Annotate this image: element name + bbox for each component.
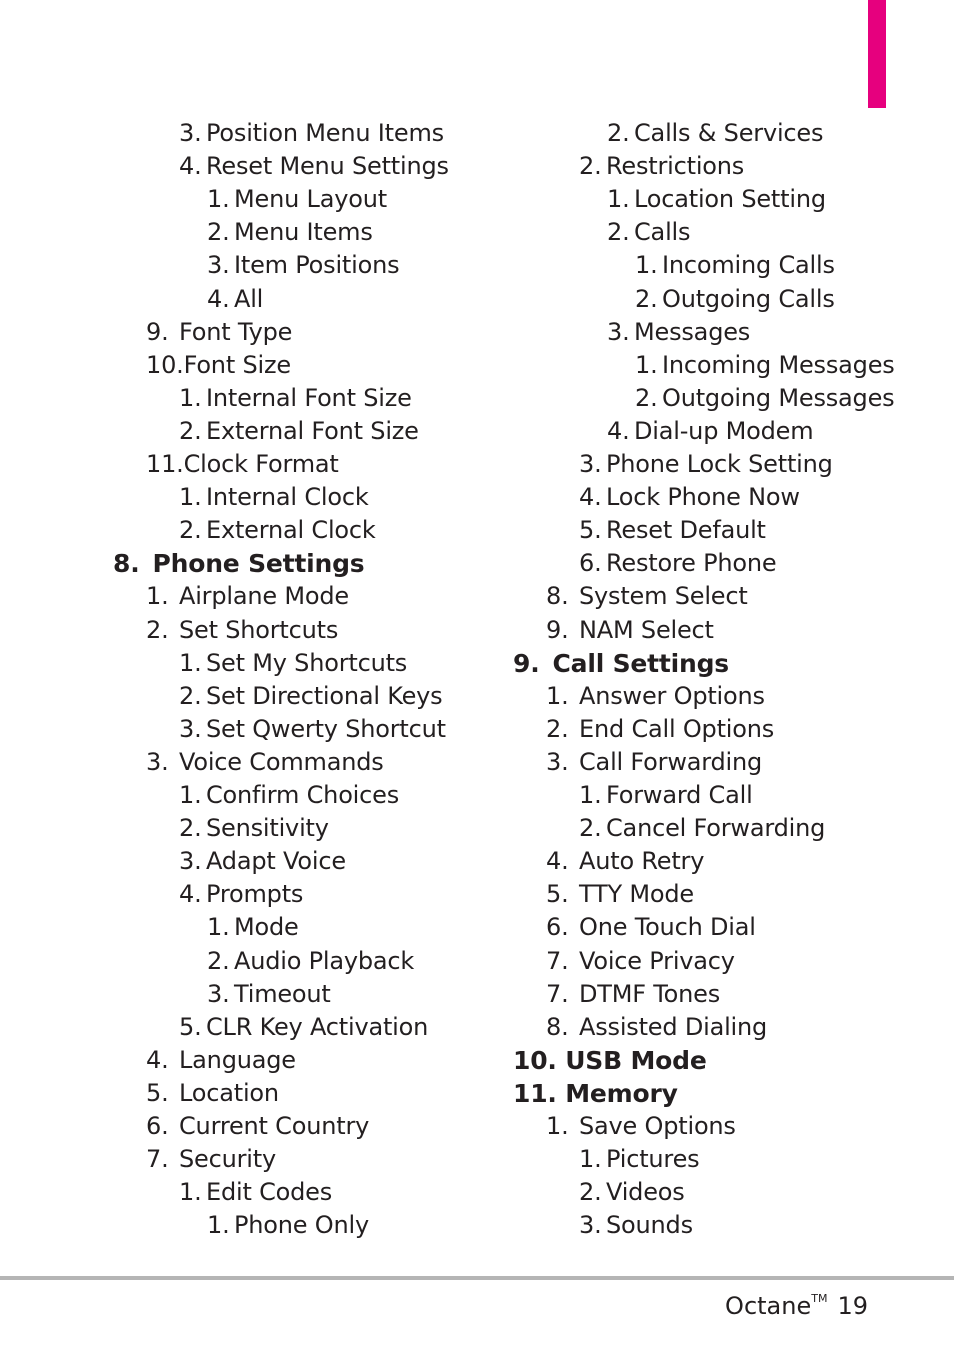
menu-item-number: 2. (579, 152, 602, 181)
menu-item-label: Security (179, 1145, 276, 1174)
section-heading (113, 547, 364, 580)
menu-item-number: 3. (579, 1211, 602, 1240)
menu-item (579, 1209, 693, 1242)
menu-item (179, 647, 407, 680)
menu-item (546, 746, 762, 779)
menu-item-label: Outgoing Messages (662, 383, 895, 412)
menu-item-number: 2. (207, 218, 230, 247)
menu-item-number: 1. (179, 648, 202, 677)
menu-item-label: Set Directional Keys (206, 681, 443, 710)
menu-item-label: CLR Key Activation (206, 1012, 429, 1041)
menu-item (207, 183, 387, 216)
menu-item-label: Phone Only (234, 1211, 369, 1240)
menu-item-number: 4. (179, 880, 202, 909)
menu-item (179, 845, 346, 878)
menu-item-label: Memory (565, 1078, 678, 1108)
menu-item-number: 4. (146, 1045, 169, 1074)
menu-item (207, 249, 399, 282)
menu-item-label: Dial-up Modem (634, 416, 814, 445)
menu-item (207, 978, 331, 1011)
menu-item-label: Location (179, 1078, 279, 1107)
menu-item-label: Voice Privacy (579, 946, 735, 975)
menu-item-number: 1. (635, 251, 658, 280)
menu-item (179, 779, 399, 812)
menu-item (179, 415, 419, 448)
menu-item-label: System Select (579, 582, 748, 611)
menu-item-number: 3. (207, 979, 230, 1008)
menu-item-label: Timeout (234, 979, 331, 1008)
menu-item (635, 382, 894, 415)
menu-item-label: Forward Call (606, 781, 753, 809)
menu-item (179, 1011, 428, 1044)
menu-item-label: Call Forwarding (579, 747, 763, 776)
menu-item-number: 8. (113, 549, 140, 579)
menu-item-number: 2. (607, 119, 630, 147)
menu-item-number: 1. (607, 185, 630, 214)
menu-item-number: 10. (513, 1045, 557, 1075)
menu-item (607, 183, 826, 216)
menu-item-label: All (234, 284, 264, 313)
menu-item-label: Mode (234, 913, 299, 942)
trademark-mark: TM (811, 1292, 828, 1305)
menu-item-label: Messages (634, 317, 751, 346)
menu-item (546, 911, 756, 944)
menu-item-number: 3. (179, 847, 202, 876)
menu-item-label: Phone Settings (152, 549, 365, 579)
section-heading (513, 1077, 678, 1110)
menu-item-label: Incoming Messages (662, 350, 895, 379)
menu-item (579, 1176, 685, 1209)
menu-item-number: 1. (207, 185, 230, 214)
menu-item-number: 1. (179, 1178, 202, 1207)
menu-item-number: 8. (546, 582, 569, 611)
menu-item-label: Incoming Calls (662, 251, 835, 280)
menu-item-number: 6. (546, 913, 569, 942)
menu-item-number: 9. (513, 648, 540, 678)
menu-item-label: Position Menu Items (206, 119, 444, 147)
menu-item (579, 547, 776, 580)
menu-item-number: 1. (179, 483, 202, 512)
menu-item (146, 614, 338, 647)
menu-item-number: 7. (546, 946, 569, 975)
menu-item (146, 1143, 276, 1176)
menu-item-number: 6. (579, 549, 602, 578)
menu-item-number: 11. (513, 1078, 557, 1108)
menu-item-label: Prompts (206, 880, 304, 909)
menu-item (579, 150, 744, 183)
page-number: 19 (837, 1292, 868, 1320)
menu-item-label: Confirm Choices (206, 781, 400, 809)
menu-item-label: Lock Phone Now (606, 483, 800, 512)
menu-item-label: Internal Clock (206, 483, 369, 512)
menu-item-label: Clock Format (183, 450, 339, 478)
menu-item (546, 614, 714, 647)
menu-item-number: 2. (146, 615, 169, 644)
menu-item-number: 7. (146, 1145, 169, 1174)
menu-item (146, 349, 291, 382)
product-name: Octane (725, 1292, 812, 1320)
menu-item-number: 2. (179, 681, 202, 710)
menu-item-number: 3. (607, 317, 630, 346)
menu-item-label: TTY Mode (579, 880, 694, 909)
menu-item-number: 3. (179, 714, 202, 743)
menu-item-label: Set Qwerty Shortcut (206, 714, 446, 743)
menu-item-number: 1. (579, 1145, 602, 1174)
menu-item-number: 3. (146, 747, 169, 776)
menu-item-number: 10. (146, 350, 184, 379)
menu-item-number: 2. (635, 383, 658, 412)
menu-item-number: 5. (146, 1078, 169, 1107)
menu-item-label: NAM Select (579, 615, 714, 644)
menu-item (207, 945, 414, 978)
menu-item-label: Reset Default (606, 516, 766, 545)
menu-item-number: 1. (579, 781, 602, 809)
menu-item (179, 117, 444, 150)
menu-item-label: Voice Commands (179, 747, 384, 776)
menu-item-label: Videos (606, 1178, 685, 1207)
menu-item-number: 3. (579, 450, 602, 478)
menu-item (546, 945, 735, 978)
menu-item (146, 1077, 279, 1110)
menu-item (579, 481, 800, 514)
menu-item-label: DTMF Tones (579, 979, 721, 1008)
menu-item-label: One Touch Dial (579, 913, 756, 942)
menu-item-label: Set Shortcuts (179, 615, 339, 644)
menu-item-number: 3. (179, 119, 202, 147)
menu-item-number: 1. (546, 1112, 569, 1140)
menu-item (179, 812, 329, 845)
menu-item-number: 4. (607, 416, 630, 445)
menu-item-label: External Font Size (206, 416, 419, 445)
menu-item-number: 4. (579, 483, 602, 512)
menu-item-number: 2. (635, 284, 658, 313)
menu-item-number: 1. (146, 582, 169, 611)
menu-item (579, 1143, 699, 1176)
menu-item-label: Item Positions (234, 251, 400, 280)
menu-item-number: 7. (546, 979, 569, 1008)
menu-item-label: Phone Lock Setting (606, 450, 833, 478)
menu-item-number: 1. (179, 383, 202, 412)
menu-item-label: Call Settings (552, 648, 729, 678)
menu-item-number: 2. (179, 516, 202, 545)
menu-item (179, 1176, 332, 1209)
menu-item-number: 2. (179, 814, 202, 843)
menu-item-label: Menu Layout (234, 185, 387, 214)
menu-item-number: 1. (207, 1211, 230, 1240)
menu-item-label: Edit Codes (206, 1178, 333, 1207)
menu-item-label: Sensitivity (206, 814, 329, 843)
menu-item (146, 1110, 369, 1143)
menu-item (579, 514, 766, 547)
menu-item-number: 9. (546, 615, 569, 644)
section-heading (513, 647, 729, 680)
menu-item-number: 2. (607, 218, 630, 247)
menu-item-label: Save Options (579, 1112, 736, 1140)
menu-item-label: External Clock (206, 516, 376, 545)
menu-item (546, 1110, 736, 1143)
menu-item-label: Restrictions (606, 152, 745, 181)
menu-item-label: Pictures (606, 1145, 700, 1174)
menu-item (207, 283, 263, 316)
menu-item-number: 2. (579, 814, 602, 843)
menu-item (146, 448, 339, 481)
page-footer (725, 1292, 868, 1320)
section-tab-marker (868, 0, 886, 108)
menu-item (207, 216, 373, 249)
menu-item (146, 1044, 296, 1077)
menu-item (179, 680, 442, 713)
menu-item (207, 1209, 369, 1242)
menu-item (146, 746, 384, 779)
menu-item-number: 1. (546, 681, 569, 710)
menu-item (635, 349, 895, 382)
menu-item-number: 1. (635, 350, 658, 379)
menu-item-number: 2. (579, 1178, 602, 1207)
menu-item-label: Cancel Forwarding (606, 814, 826, 843)
menu-item-number: 3. (546, 747, 569, 776)
menu-item (179, 150, 449, 183)
menu-item-number: 1. (179, 781, 202, 809)
menu-item (146, 316, 292, 349)
menu-item (635, 283, 835, 316)
menu-item-label: Assisted Dialing (579, 1012, 768, 1041)
menu-item-number: 2. (546, 714, 569, 743)
menu-item-number: 2. (179, 416, 202, 445)
menu-item-label: Restore Phone (606, 549, 777, 578)
menu-item-label: Airplane Mode (179, 582, 349, 611)
menu-item-number: 5. (546, 880, 569, 909)
menu-item (179, 878, 303, 911)
menu-item (179, 514, 376, 547)
menu-item-label: End Call Options (579, 714, 775, 743)
menu-item-label: Outgoing Calls (662, 284, 835, 313)
menu-item-label: Audio Playback (234, 946, 415, 975)
menu-item (207, 911, 299, 944)
menu-item-label: Set My Shortcuts (206, 648, 408, 677)
menu-item-label: Answer Options (579, 681, 765, 710)
menu-item-label: USB Mode (565, 1045, 707, 1075)
menu-item (546, 878, 694, 911)
menu-item-label: Adapt Voice (206, 847, 346, 876)
menu-item-number: 1. (207, 913, 230, 942)
menu-item (546, 580, 748, 613)
menu-item (579, 448, 833, 481)
menu-item-number: 4. (207, 284, 230, 313)
menu-item (146, 580, 349, 613)
menu-item-number: 4. (179, 152, 202, 181)
menu-item-number: 5. (179, 1012, 202, 1041)
menu-item (635, 249, 835, 282)
menu-item (607, 117, 823, 150)
menu-item-label: Current Country (179, 1112, 370, 1140)
menu-item-label: Location Setting (634, 185, 826, 214)
menu-item-number: 3. (207, 251, 230, 280)
menu-item-label: Internal Font Size (206, 383, 412, 412)
section-heading (513, 1044, 707, 1077)
menu-item (546, 845, 704, 878)
menu-item-number: 4. (546, 847, 569, 876)
menu-item (179, 382, 412, 415)
menu-item (579, 779, 753, 812)
menu-item-label: Font Type (179, 317, 293, 346)
menu-item (607, 415, 813, 448)
menu-item (179, 481, 369, 514)
menu-item (546, 1011, 767, 1044)
menu-item (179, 713, 446, 746)
menu-item-number: 2. (207, 946, 230, 975)
menu-item (607, 316, 750, 349)
menu-item-number: 8. (546, 1012, 569, 1041)
menu-item (607, 216, 690, 249)
menu-item-label: Language (179, 1045, 296, 1074)
menu-item (546, 680, 765, 713)
menu-item-number: 6. (146, 1112, 169, 1140)
menu-item-label: Calls & Services (634, 119, 824, 147)
menu-item-label: Menu Items (234, 218, 373, 247)
menu-item (546, 713, 774, 746)
menu-item-number: 5. (579, 516, 602, 545)
footer-divider (0, 1276, 954, 1280)
menu-item-label: Reset Menu Settings (206, 152, 449, 181)
menu-item (546, 978, 720, 1011)
menu-item-number: 9. (146, 317, 169, 346)
menu-item-label: Calls (634, 218, 691, 247)
menu-item-label: Sounds (606, 1211, 693, 1240)
menu-item-number: 11. (146, 450, 184, 478)
menu-item (579, 812, 825, 845)
menu-item-label: Font Size (183, 350, 291, 379)
menu-item-label: Auto Retry (579, 847, 705, 876)
